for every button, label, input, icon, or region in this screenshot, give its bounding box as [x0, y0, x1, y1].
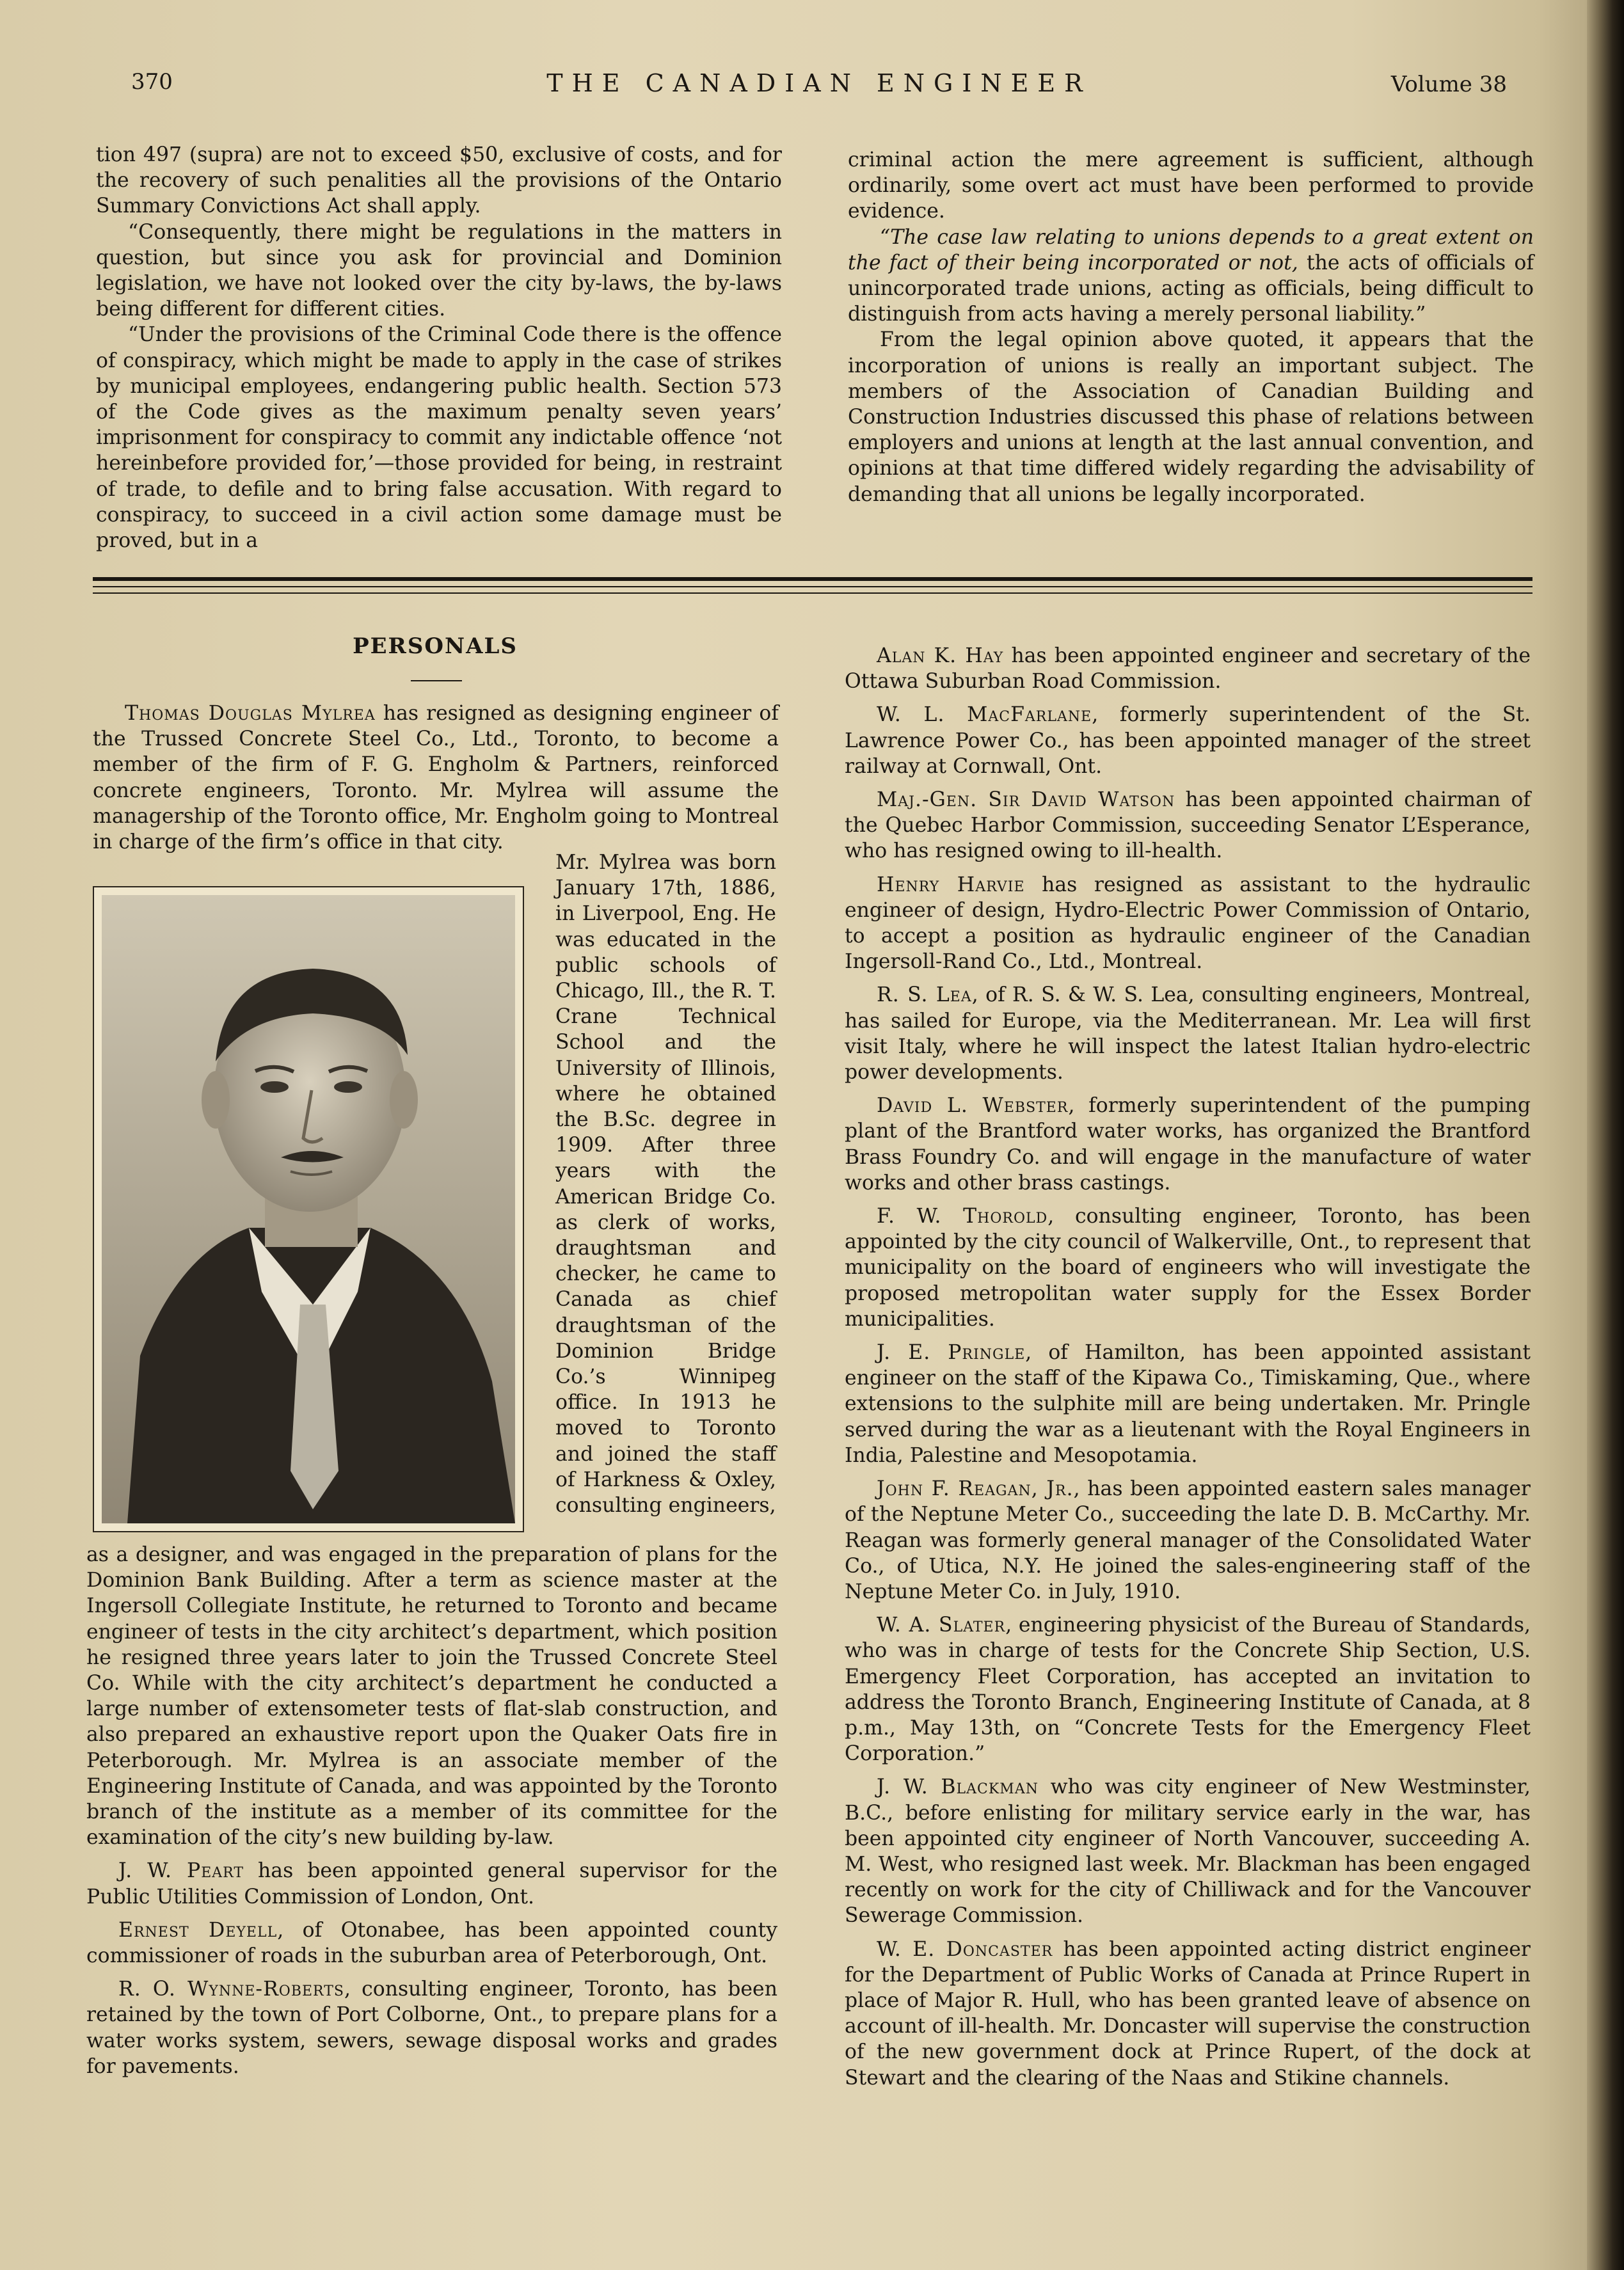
- personal-item-text: , consulting engineer, Toronto, has been appointed by the city council of Walkerville, Ont., to represent that municipality on the board of engineers who will investigate the proposed metropolitan water supply for the Essex Border municipalities.: [845, 1205, 1531, 1331]
- paragraph: “Consequently, there might be regulations in the matters in question, but since you ask for provincial and Dominion legislation, we have not looked over the city by-laws, the by-laws being different for different cities.: [96, 220, 782, 321]
- person-name: Ernest Deyell: [118, 1918, 278, 1942]
- personal-item-text: , of Hamilton, has been appointed assistant engineer on the staff of the Kipawa Co., Timiskaming, Que., where extensions to the sulphite mill are being undertaken. Mr. Pringle served during the war as a lieutenant with the Royal Engineers in India, Palestine and Mesopotamia.: [845, 1341, 1531, 1467]
- person-name: R. S. Lea: [877, 983, 972, 1007]
- personal-item-text: has been appointed general supervisor for the Public Utilities Commission of London, Ont.: [86, 1859, 777, 1909]
- personal-item: [845, 1476, 1531, 1605]
- person-name: J. W. Blackman: [877, 1775, 1039, 1799]
- portrait-photo: [93, 886, 524, 1532]
- person-name: John F. Reagan, Jr.: [877, 1477, 1074, 1501]
- portrait-image: [102, 895, 515, 1523]
- person-name: Alan K. Hay: [877, 644, 1004, 667]
- personal-item: [845, 1340, 1531, 1468]
- paragraph: From the legal opinion above quoted, it appears that the incorporation of unions is really an important subject. The members of the Association of Canadian Building and Construction Industries discussed this phase of relations between employers and unions at length at the last annual convention, and opinions at that time differed widely regarding the advisability of demanding that all unions be legally incorporated.: [848, 328, 1534, 506]
- personal-item-text: , of Otonabee, has been appointed county commissioner of roads in the suburban area of Peterborough, Ont.: [86, 1918, 777, 1968]
- section-divider: [93, 577, 1532, 594]
- personal-item-text: , engineering physicist of the Bureau of Standards, who was in charge of tests for the Concrete Ship Section, U.S. Emergency Fleet Corporation, has accepted an invitation to address the Toronto Branch, Engineering Institute of Canada, at 8 p.m., May 13th, on “Concrete Tests for the Emergency Fleet Corporation.”: [845, 1614, 1531, 1766]
- personal-item-text: , consulting engineer, Toronto, has been retained by the town of Port Colborne, Ont., to prepare plans for a water works system, sewers, sewage disposal works and grades for pavements.: [86, 1978, 777, 2078]
- top-left-column: [96, 142, 782, 553]
- personal-item: [86, 1858, 777, 1909]
- personal-item-text: who was city engineer of New Westminster, B.C., before enlisting for military service early in the war, has been appointed city engineer of North Vancouver, succeeding A. M. West, who resigned last week. Mr. Blackman has been engaged recently on work for the city of Chilliwack and for the Vancouver Sewerage Commission.: [845, 1775, 1531, 1928]
- personal-item: [845, 643, 1531, 694]
- running-header: [131, 69, 1507, 107]
- page-number: 370: [131, 69, 173, 95]
- personal-item-text: , formerly superintendent of the pumping plant of the Brantford water works, has organized the Brantford Brass Foundry Co. and will engage in the manufacture of water works and other brass castings.: [845, 1094, 1531, 1195]
- left-column-lower: [86, 1542, 777, 2079]
- personal-item: [845, 1612, 1531, 1766]
- personal-item: [845, 1774, 1531, 1928]
- section-title: PERSONALS: [353, 633, 518, 659]
- personal-item: [845, 1203, 1531, 1332]
- paragraph: “Under the provisions of the Criminal Code there is the offence of conspiracy, which might be made to apply in the case of strikes by municipal employees, endangering public health. Section 573 of the Code gives as the maximum penalty seven years’ imprisonment for conspiracy to commit any indictable offence ‘not hereinbefore provided for,’—those provided for being, in restraint of trade, to defile and to bring false accusation. With regard to conspiracy, to succeed in a civil action some damage must be proved, but in a: [96, 323, 782, 553]
- personal-item: [86, 1917, 777, 1969]
- person-name: J. W. Peart: [118, 1859, 244, 1883]
- person-name: W. A. Slater: [877, 1614, 1006, 1637]
- person-name: David L. Webster: [877, 1094, 1069, 1118]
- italic-quote: “The case law relating to unions depends to a great extent on the fact of their being incorporated or not,: [848, 225, 1534, 274]
- paragraph-text: has resigned as designing engineer of the Trussed Concrete Steel Co., Ltd., Toronto, to become a member of the firm of F. G. Engholm & Partners, reinforced concrete engineers, Toronto. Mr. Mylrea will assume the managership of the Toronto office, Mr. Engholm going to Montreal in charge of the firm’s office in that city.: [93, 702, 779, 854]
- personal-item-text: , formerly superintendent of the St. Lawrence Power Co., has been appointed manager of the street railway at Cornwall, Ont.: [845, 703, 1531, 778]
- person-name: J. E. Pringle: [877, 1341, 1026, 1365]
- paragraph: criminal action the mere agreement is sufficient, although ordinarily, some overt act must have been performed to provide evidence.: [848, 148, 1534, 223]
- personal-item: [845, 872, 1531, 975]
- paragraph: as a designer, and was engaged in the preparation of plans for the Dominion Bank Building. After a term as science master at the Ingersoll Collegiate Institute, he returned to Toronto and became engineer of tests in the city architect’s department, which position he resigned three years later to join the Trussed Concrete Steel Co. While with the city architect’s department he conducted a large number of extensometer tests of flat-slab construction, and also prepared an exhaustive report upon the Quaker Oats fire in Peterborough. Mr. Mylrea is an associate member of the Engineering Institute of Canada, and was appointed by the Toronto branch of the institute as a member of its committee for the examination of the city’s new building by-law.: [86, 1543, 777, 1850]
- journal-title: THE CANADIAN ENGINEER: [546, 69, 1092, 97]
- personal-item: [845, 787, 1531, 864]
- right-column-personals: [845, 643, 1531, 2091]
- quote-continuation: the acts of officials of unincorporated trade unions, acting as officials, being difficult to distinguish from acts having a merely personal liability.”: [848, 251, 1534, 326]
- book-spine-shadow: [1587, 0, 1624, 2270]
- personal-item: [86, 1976, 777, 2079]
- paragraph: Mr. Mylrea was born January 17th, 1886, in Liverpool, Eng. He was educated in the public schools of Chicago, Ill., the R. T. Crane Technical School and the University of Illinois, where he obtained the B.Sc. degree in 1909. After three years with the American Bridge Co. as clerk of works, draughtsman and checker, he came to Canada as chief draughtsman of the Dominion Bridge Co.’s Winnipeg office. In 1913 he moved to Toronto and joined the staff of Harkness & Oxley, consulting engineers,: [555, 851, 776, 1518]
- person-name: W. L. MacFarlane: [877, 703, 1092, 727]
- person-name: R. O. Wynne-Roberts: [118, 1978, 344, 2001]
- paragraph: tion 497 (supra) are not to exceed $50, exclusive of costs, and for the recovery of such penalities all the provisions of the Ontario Summary Convictions Act shall apply.: [96, 143, 782, 218]
- personal-item-text: , has been appointed eastern sales manager of the Neptune Meter Co., succeeding the late D. B. McCarthy. Mr. Reagan was formerly general manager of the Consolidated Water Co., of Utica, N.Y. He joined the sales-engineering staff of the Neptune Meter Co. in July, 1910.: [845, 1477, 1531, 1603]
- person-name: Thomas Douglas Mylrea: [125, 702, 376, 725]
- person-name: Henry Harvie: [877, 873, 1025, 896]
- person-name: W. E. Doncaster: [877, 1937, 1053, 1961]
- mylrea-intro: [93, 701, 779, 855]
- person-name: Maj.-Gen. Sir David Watson: [877, 788, 1175, 812]
- paragraph: [93, 701, 779, 855]
- volume-label: Volume 38: [1390, 72, 1507, 97]
- title-underline: [411, 680, 462, 681]
- personal-item: [845, 1937, 1531, 2091]
- personal-item: [845, 1093, 1531, 1196]
- personal-item-text: has been appointed engineer and secretary of the Ottawa Suburban Road Commission.: [845, 644, 1531, 694]
- personal-item: [845, 982, 1531, 1085]
- personal-item-text: has resigned as assistant to the hydraulic engineer of design, Hydro-Electric Power Commission of Ontario, to accept a position as hydraulic engineer of the Canadian Ingersoll-Rand Co., Ltd., Montreal.: [845, 873, 1531, 974]
- person-name: F. W. Thorold: [877, 1205, 1048, 1228]
- personal-item-text: has been appointed acting district engineer for the Department of Public Works of Canada at Prince Rupert in place of Major R. Hull, who has been granted leave of absence on account of ill-health. Mr. Doncaster will supervise the construction of the new government dock at Prince Rupert, of the dock at Stewart and the clearing of the Naas and Stikine channels.: [845, 1937, 1531, 2090]
- quoted-opinion: [848, 225, 1534, 328]
- top-right-column: [848, 147, 1534, 507]
- personal-item-text: has been appointed chairman of the Quebec Harbor Commission, succeeding Senator L’Esperance, who has resigned owing to ill-health.: [845, 788, 1531, 863]
- personal-item: [845, 702, 1531, 779]
- mylrea-biography-beside-photo: [555, 850, 776, 1518]
- personal-item-text: , of R. S. & W. S. Lea, consulting engineers, Montreal, has sailed for Europe, via the Mediterranean. Mr. Lea will first visit Italy, where he will inspect the latest Italian hydro-electric power developments.: [845, 983, 1531, 1084]
